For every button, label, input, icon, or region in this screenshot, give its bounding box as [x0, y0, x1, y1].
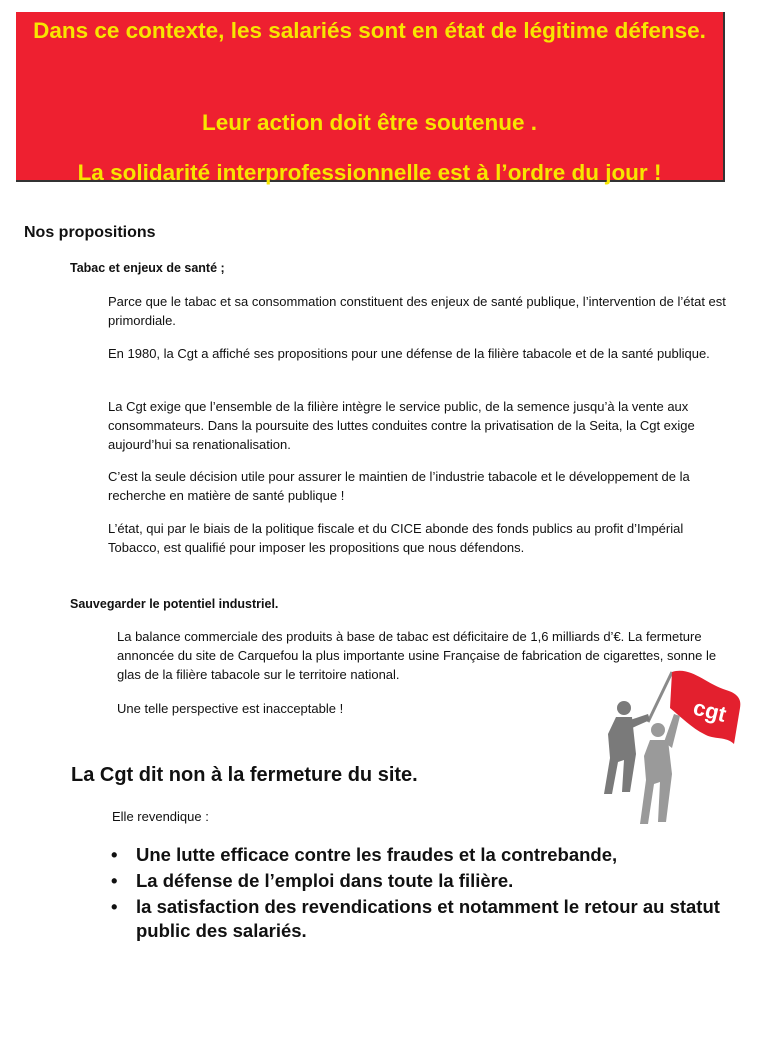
health-paragraph-4: C’est la seule décision utile pour assurer le maintien de l’industrie tabacole et le développement de la recherche en matière de santé publique !: [108, 469, 690, 503]
banner-line-1: Dans ce contexte, les salariés sont en état de légitime défense.: [33, 18, 706, 43]
headline-banner: [16, 12, 725, 185]
demand-text: la satisfaction des revendications et notamment le retour au statut public des salariés.: [136, 896, 720, 941]
flag-text: cgt: [690, 694, 729, 727]
cgt-flag-illustration: [586, 662, 746, 832]
health-paragraph-2: En 1980, la Cgt a affiché ses propositions pour une défense de la filière tabacole et de la santé publique.: [108, 346, 710, 361]
health-paragraph-5: L’état, qui par le biais de la politique fiscale et du CICE abonde des fonds publics au profit d’Impérial Tobacco, est qualifié pour imposer les propositions que nous défendons.: [108, 521, 684, 555]
industry-paragraph-2: Une telle perspective est inacceptable !: [117, 701, 344, 716]
industry-paragraph-1: La balance commerciale des produits à base de tabac est déficitaire de 1,6 milliards d’€. La fermeture annoncée du site de Carquefou la plus importante usine Française de fabrication de cigarettes, sonne le glas de la filière tabacole sur le territoire national.: [117, 629, 717, 682]
bullet-icon: •: [111, 896, 118, 917]
section-title: Nos propositions: [24, 224, 156, 241]
list-item: [108, 895, 728, 943]
list-item: [108, 869, 728, 893]
subsection-title-health: Tabac et enjeux de santé ;: [70, 261, 225, 275]
bullet-icon: •: [111, 844, 118, 865]
banner-line-2: Leur action doit être soutenue .: [201, 110, 538, 135]
bullet-icon: •: [111, 870, 118, 891]
health-paragraph-3: La Cgt exige que l’ensemble de la filière intègre le service public, de la semence jusqu’à la vente aux consommateurs. Dans la poursuite des luttes conduites contre la privatisation de la Seita, la Cgt exige aujourd’hui sa renationalisation.: [108, 399, 695, 452]
closing-title: La Cgt dit non à la fermeture du site.: [71, 764, 418, 786]
health-paragraph-1: Parce que le tabac et sa consommation constituent des enjeux de santé publique, l’intervention de l’état est primordiale.: [108, 294, 726, 328]
closing-intro: Elle revendique :: [112, 809, 209, 824]
subsection-title-industry: Sauvegarder le potentiel industriel.: [70, 597, 279, 611]
demands-list: [108, 843, 728, 945]
list-item: [108, 843, 728, 867]
banner-line-3: La solidarité interprofessionnelle est à l’ordre du jour !: [77, 160, 662, 185]
demand-text: Une lutte efficace contre les fraudes et la contrebande,: [136, 844, 618, 865]
demand-text: La défense de l’emploi dans toute la filière.: [136, 870, 514, 891]
marchers-flag-icon: [586, 662, 746, 832]
